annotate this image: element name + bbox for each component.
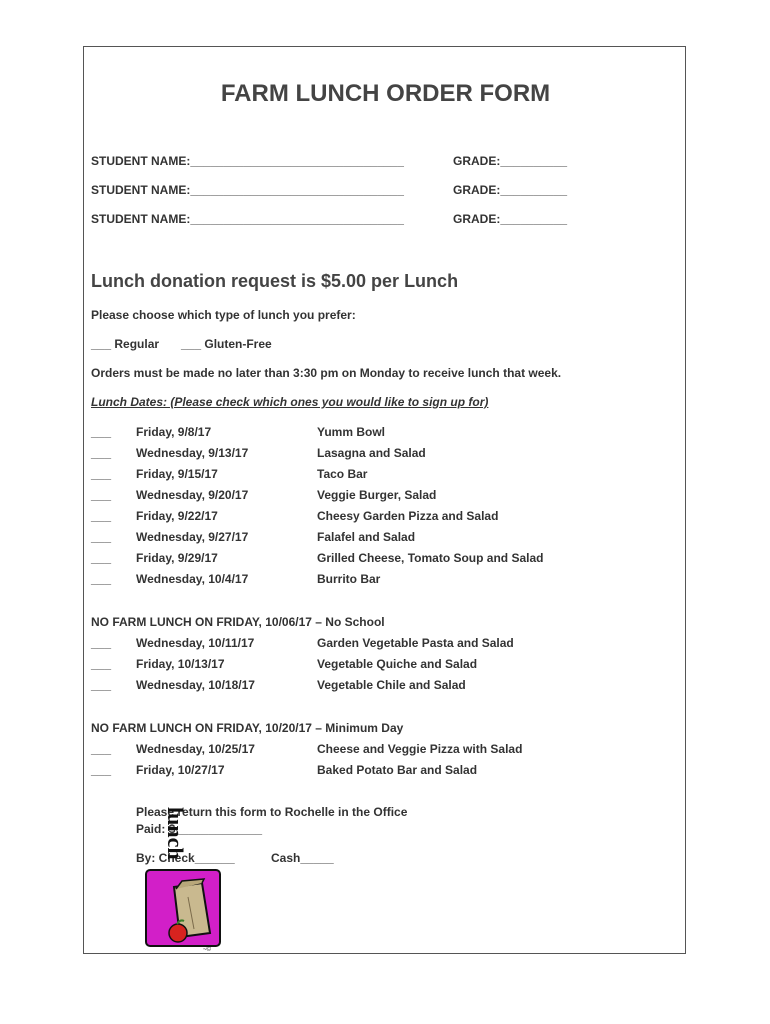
return-note: Please return this form to Rochelle in the Office <box>136 805 408 819</box>
lunch-menu: Veggie Burger, Salad <box>317 488 437 502</box>
deadline-note: Orders must be made no later than 3:30 pm on Monday to receive lunch that week. <box>91 366 562 380</box>
date-checkbox-blank[interactable]: ___ <box>91 572 112 586</box>
lunch-menu: Vegetable Chile and Salad <box>317 678 466 692</box>
lunch-date: Wednesday, 10/4/17 <box>136 572 249 586</box>
date-checkbox-blank[interactable]: ___ <box>91 742 112 756</box>
svg-text:~©: ~© <box>203 947 211 953</box>
lunch-menu: Burrito Bar <box>317 572 381 586</box>
payment-cash-field[interactable]: Cash_____ <box>271 851 334 865</box>
lunch-menu: Garden Vegetable Pasta and Salad <box>317 636 514 650</box>
lunch-date: Wednesday, 9/27/17 <box>136 530 249 544</box>
date-checkbox-blank[interactable]: ___ <box>91 425 112 439</box>
lunch-dates-heading: Lunch Dates: (Please check which ones you would like to sign up for) <box>91 395 489 409</box>
paid-field[interactable]: Paid: $_____________ <box>136 822 263 836</box>
lunch-date: Friday, 9/15/17 <box>136 467 218 481</box>
payment-check-field[interactable]: By: Check______ <box>136 851 235 865</box>
date-checkbox-blank[interactable]: ___ <box>91 530 112 544</box>
lunch-menu: Vegetable Quiche and Salad <box>317 657 478 671</box>
lunch-logo-text: lunch <box>163 807 188 860</box>
no-lunch-notice: NO FARM LUNCH ON FRIDAY, 10/06/17 – No School <box>91 615 385 629</box>
lunch-date: Wednesday, 10/25/17 <box>136 742 255 756</box>
form-title: FARM LUNCH ORDER FORM <box>220 80 551 107</box>
option-gluten-free[interactable]: ___ Gluten-Free <box>181 337 272 351</box>
order-form <box>83 46 686 954</box>
lunch-date: Wednesday, 10/11/17 <box>136 636 255 650</box>
option-regular[interactable]: ___ Regular <box>91 337 160 351</box>
student-name-field-1[interactable]: STUDENT NAME:________________________________ <box>91 154 404 168</box>
grade-field-3[interactable]: GRADE:__________ <box>453 212 568 226</box>
student-name-field-3[interactable]: STUDENT NAME:________________________________ <box>91 212 404 226</box>
lunch-menu: Taco Bar <box>317 467 368 481</box>
date-checkbox-blank[interactable]: ___ <box>91 551 112 565</box>
lunch-menu: Baked Potato Bar and Salad <box>317 763 478 777</box>
lunch-menu: Lasagna and Salad <box>317 446 426 460</box>
lunch-menu: Cheesy Garden Pizza and Salad <box>317 509 499 523</box>
lunch-type-prompt: Please choose which type of lunch you prefer: <box>91 308 356 322</box>
student-name-field-2[interactable]: STUDENT NAME:________________________________ <box>91 183 404 197</box>
lunch-menu: Grilled Cheese, Tomato Soup and Salad <box>317 551 544 565</box>
donation-heading: Lunch donation request is $5.00 per Lunch <box>91 271 459 291</box>
date-checkbox-blank[interactable]: ___ <box>91 636 112 650</box>
no-lunch-notice: NO FARM LUNCH ON FRIDAY, 10/20/17 – Minimum Day <box>91 721 404 735</box>
date-checkbox-blank[interactable]: ___ <box>91 488 112 502</box>
lunch-date: Wednesday, 10/18/17 <box>136 678 255 692</box>
lunch-date: Friday, 9/29/17 <box>136 551 218 565</box>
date-checkbox-blank[interactable]: ___ <box>91 657 112 671</box>
lunch-date: Friday, 10/13/17 <box>136 657 225 671</box>
date-checkbox-blank[interactable]: ___ <box>91 509 112 523</box>
date-checkbox-blank[interactable]: ___ <box>91 678 112 692</box>
date-checkbox-blank[interactable]: ___ <box>91 763 112 777</box>
lunch-date: Friday, 9/22/17 <box>136 509 218 523</box>
lunch-menu: Falafel and Salad <box>317 530 416 544</box>
date-checkbox-blank[interactable]: ___ <box>91 467 112 481</box>
grade-field-1[interactable]: GRADE:__________ <box>453 154 568 168</box>
lunch-date: Wednesday, 9/13/17 <box>136 446 249 460</box>
lunch-menu: Yumm Bowl <box>317 425 386 439</box>
date-checkbox-blank[interactable]: ___ <box>91 446 112 460</box>
grade-field-2[interactable]: GRADE:__________ <box>453 183 568 197</box>
lunch-menu: Cheese and Veggie Pizza with Salad <box>317 742 523 756</box>
lunch-date: Friday, 10/27/17 <box>136 763 225 777</box>
lunch-date: Friday, 9/8/17 <box>136 425 212 439</box>
lunch-date: Wednesday, 9/20/17 <box>136 488 249 502</box>
